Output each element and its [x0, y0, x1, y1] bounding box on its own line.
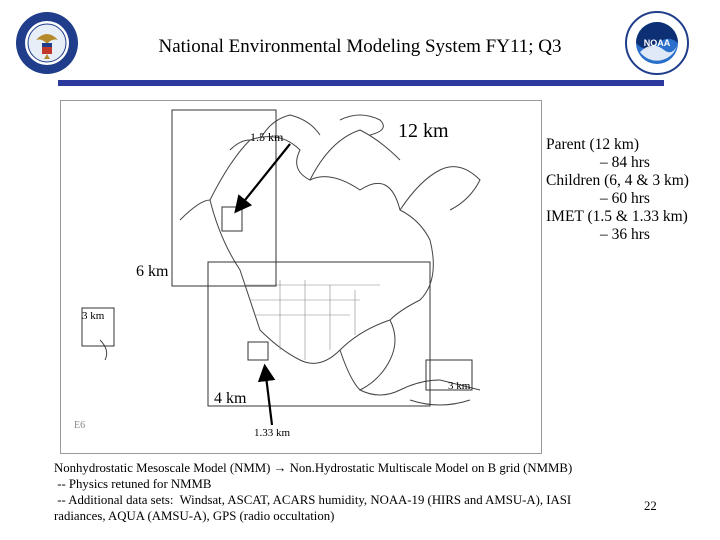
title-rule	[58, 80, 664, 86]
noaa-logo-text: NOAA	[643, 38, 671, 48]
label-12km: 12 km	[398, 120, 449, 142]
forecast-length-list	[546, 136, 718, 244]
label-6km: 6 km	[136, 263, 169, 280]
footer-line-1: Nonhydrostatic Mesoscale Model (NMM) → Non.Hydrostatic Multiscale Model on B grid (NMMB)	[54, 461, 573, 475]
children-hours: – 60 hrs	[600, 190, 650, 207]
nested-domain-map	[60, 100, 542, 454]
footer-line-2: -- Physics retuned for NMMB	[54, 477, 212, 491]
imet-label: IMET (1.5 & 1.33 km)	[546, 208, 688, 225]
label-1-33km: 1.33 km	[254, 427, 291, 439]
label-3km-hawaii: 3 km	[82, 310, 105, 322]
label-4km: 4 km	[214, 390, 247, 407]
label-1-5km: 1.5 km	[250, 130, 284, 144]
parent-label: Parent (12 km)	[546, 136, 639, 153]
parent-12km-domain	[60, 100, 542, 454]
children-label: Children (6, 4 & 3 km)	[546, 172, 689, 189]
imet-hours: – 36 hrs	[600, 226, 650, 243]
footer-notes	[54, 460, 654, 524]
footer-line-3: -- Additional data sets: Windsat, ASCAT, ACARS humidity, NOAA-19 (HIRS and AMSU-A), IASI	[54, 493, 572, 507]
label-map-corner: E6	[74, 420, 86, 431]
label-3km-puerto-rico: 3 km	[448, 380, 471, 392]
parent-hours: – 84 hrs	[600, 154, 650, 171]
page-number: 22	[644, 499, 657, 513]
footer-line-4: radiances, AQUA (AMSU-A), GPS (radio occultation)	[54, 509, 335, 523]
slide-title: National Environmental Modeling System FY11; Q3	[158, 36, 562, 57]
